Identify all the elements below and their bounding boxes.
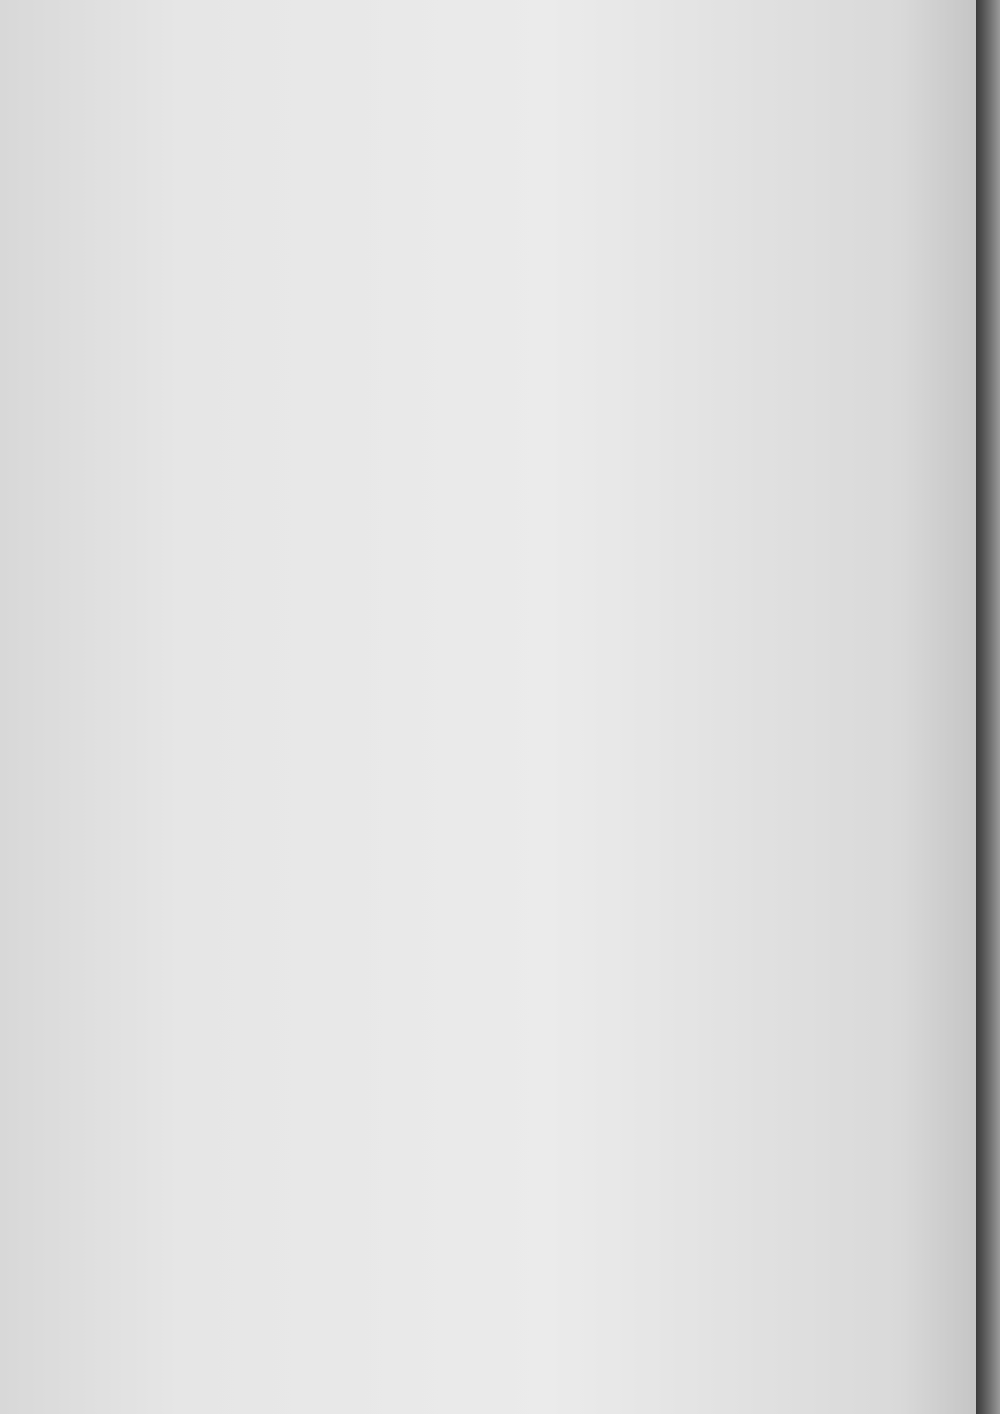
binding-edge — [976, 0, 1000, 1414]
book-page — [128, 24, 961, 1407]
running-header — [149, 24, 962, 77]
